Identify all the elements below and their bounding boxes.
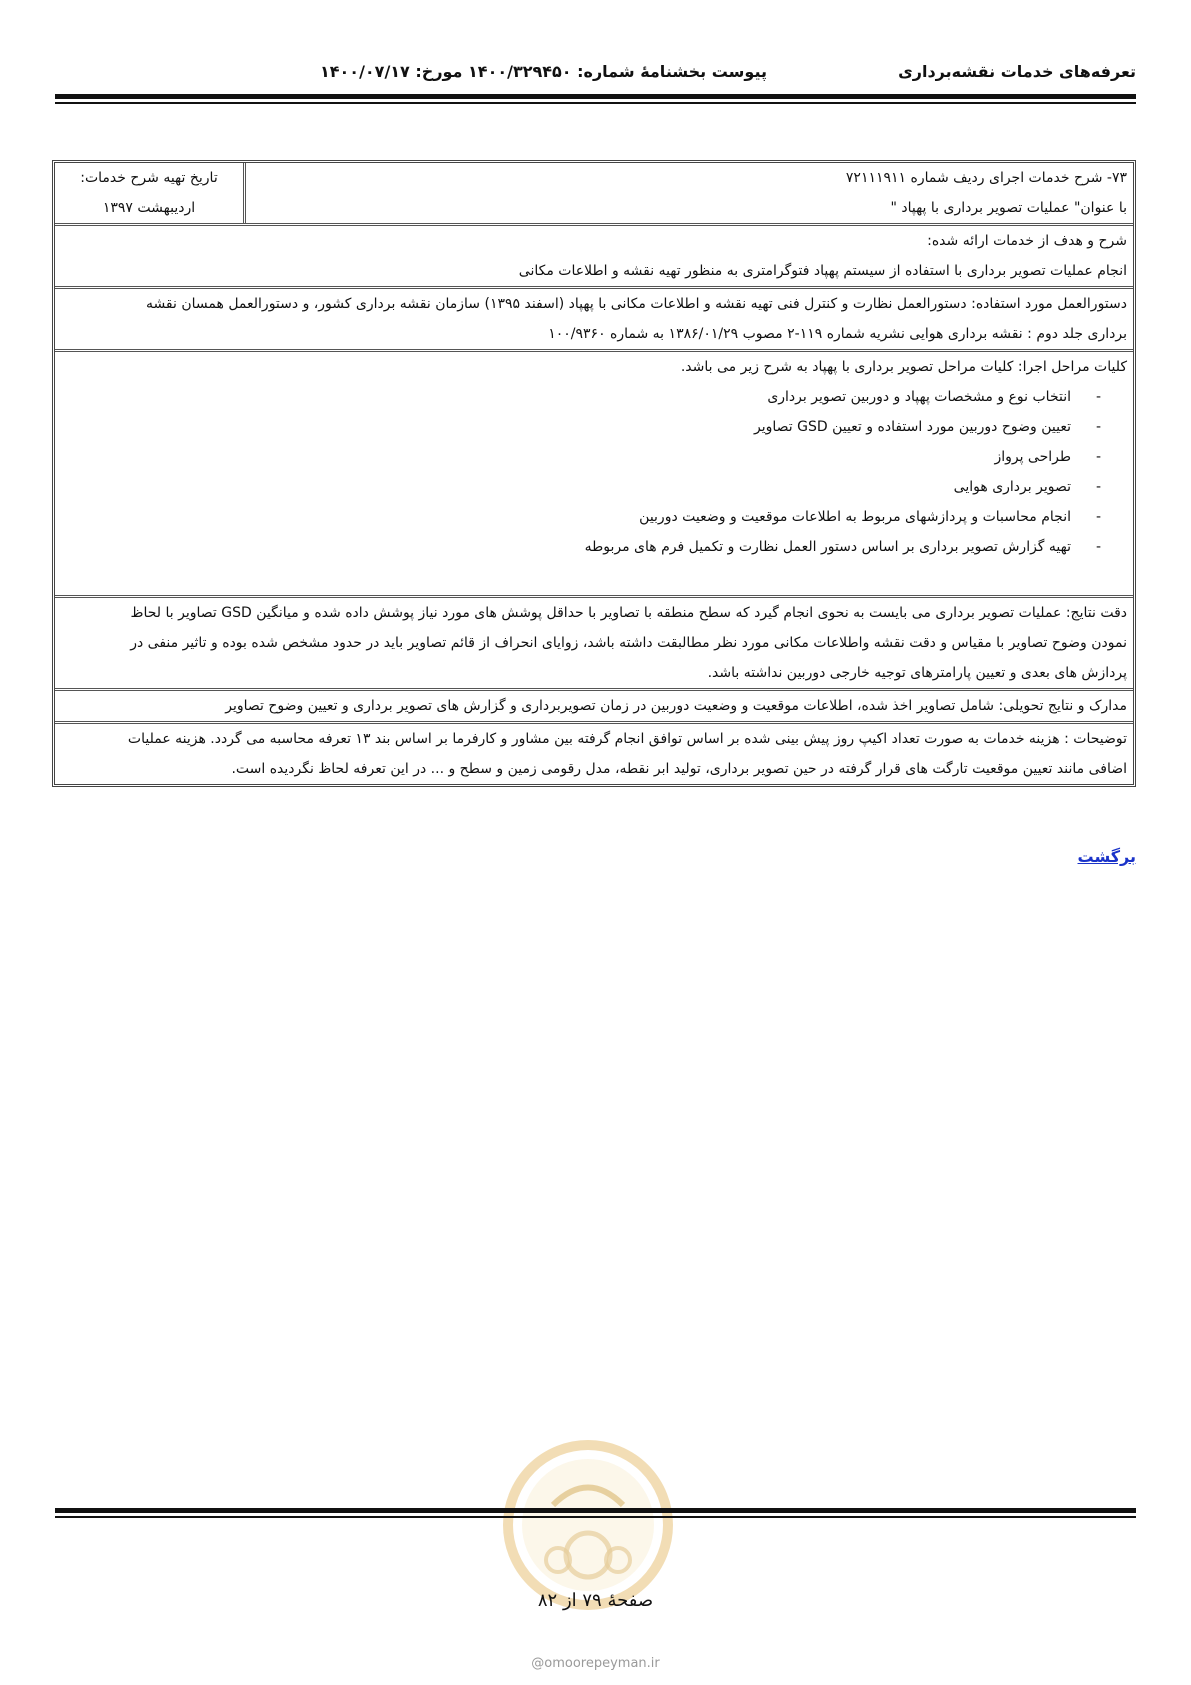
steps-row xyxy=(55,352,1133,598)
purpose-label: شرح و هدف از خدمات ارائه شده: xyxy=(927,233,1127,249)
accuracy-line-1: دقت نتایج: عملیات تصویر برداری می بایست به نحوی انجام گیرد که سطح منطقه با تصاویر با حداقل پوشش های مورد نیاز پوشش داده شده و میانگین GSD تصاویر با لحاظ xyxy=(130,605,1127,621)
document-title: تعرفه‌های خدمات نقشه‌برداری xyxy=(898,62,1136,81)
step-item: - انتخاب نوع و مشخصات پهپاد و دوربین تصویر برداری xyxy=(63,382,1101,412)
step-item: - انجام محاسبات و پردازشهای مربوط به اطلاعات موقعیت و وضعیت دوربین xyxy=(63,502,1101,532)
purpose-row xyxy=(55,226,1133,289)
circular-reference: پیوست بخشنامهٔ شماره: ۱۴۰۰/۳۲۹۴۵۰ مورخ: ۱۴۰۰/۰۷/۱۷ xyxy=(320,62,767,81)
step-item: - تعیین وضوح دوربین مورد استفاده و تعیین GSD تصاویر xyxy=(63,412,1101,442)
accuracy-line-2: نمودن وضوح تصاویر با مقیاس و دقت نقشه واطلاعات مکانی مورد نظر مطالبقت داشته باشد، زوایای انحراف از قائم تصاویر باید در حدود مشخص شده بوده و تاثیر منفی در xyxy=(130,635,1127,651)
date-label: تاریخ تهیه شرح خدمات: xyxy=(80,170,218,186)
deliverables-row xyxy=(55,691,1133,724)
notes-line-2: اضافی مانند تعیین موقعیت تارگت های قرار گرفته در حین تصویر برداری، تولید ابر نقطه، مدل رقومی زمین و سطح و ... در این تعرفه لحاظ نگردیده است. xyxy=(231,761,1127,777)
instructions-line-2: برداری جلد دوم : نقشه برداری هوایی نشریه شماره ۱۱۹-۲ مصوب ۱۳۸۶/۰۱/۲۹ به شماره ۱۰۰/۹۳۶۰ xyxy=(548,326,1127,342)
instructions-line-1: دستورالعمل مورد استفاده: دستورالعمل نظارت و کنترل فنی تهیه نقشه و اطلاعات مکانی با پهپاد (اسفند ۱۳۹۵) سازمان نقشه برداری کشور، و دستورالعمل همسان نقشه xyxy=(145,296,1127,312)
steps-intro: کلیات مراحل اجرا: کلیات مراحل تصویر برداری با پهپاد به شرح زیر می باشد. xyxy=(680,359,1127,375)
page-number: صفحهٔ ۷۹ از ۸۲ xyxy=(537,1590,654,1611)
header-rule-thin xyxy=(55,102,1136,104)
item-title-cell xyxy=(243,163,1133,223)
step-item: - تهیه گزارش تصویر برداری بر اساس دستور العمل نظارت و تکمیل فرم های مربوطه xyxy=(63,532,1101,562)
item-header-row xyxy=(55,163,1133,226)
page-header xyxy=(55,56,1136,92)
service-description-card xyxy=(52,160,1136,787)
item-title-line: با عنوان" عملیات تصویر برداری با پهپاد " xyxy=(890,200,1127,216)
item-number-line: ۷۳- شرح خدمات اجرای ردیف شماره ۷۲۱۱۱۹۱۱ xyxy=(845,170,1127,186)
instructions-row xyxy=(55,289,1133,352)
step-item: - تصویر برداری هوایی xyxy=(63,472,1101,502)
purpose-text: انجام عملیات تصویر برداری با استفاده از سیستم پهپاد فتوگرامتری به منظور تهیه نقشه و اطلاعات مکانی xyxy=(518,263,1127,279)
notes-line-1: توضیحات : هزینه خدمات به صورت تعداد اکیپ روز پیش بینی شده بر اساس توافق انجام گرفته بین مشاور و کارفرما بر اساس بند ۱۳ تعرفه محاسبه می گردد. هزینه عملیات xyxy=(127,731,1127,747)
accuracy-row xyxy=(55,598,1133,691)
watermark-text: @omoorepeyman.ir xyxy=(531,1656,660,1671)
footer-rule-thin xyxy=(55,1516,1136,1518)
steps-list xyxy=(63,382,1127,562)
footer-rule xyxy=(55,1508,1136,1513)
date-value: اردیبهشت ۱۳۹۷ xyxy=(102,200,196,216)
accuracy-line-3: پردازش های بعدی و تعیین پارامترهای توجیه خارجی دوربین نداشته باشد. xyxy=(707,665,1127,681)
header-rule xyxy=(55,94,1136,99)
step-item: - طراحی پرواز xyxy=(63,442,1101,472)
notes-row xyxy=(55,724,1133,784)
date-cell xyxy=(55,163,243,223)
deliverables-text: مدارک و نتایج تحویلی: شامل تصاویر اخذ شده، اطلاعات موقعیت و وضعیت دوربین در زمان تصویربرداری و گزارش های تصویر برداری و تعیین وضوح تصاویر xyxy=(225,698,1127,714)
seal-logo-icon xyxy=(498,1435,678,1615)
back-link[interactable]: برگشت xyxy=(1077,847,1136,866)
